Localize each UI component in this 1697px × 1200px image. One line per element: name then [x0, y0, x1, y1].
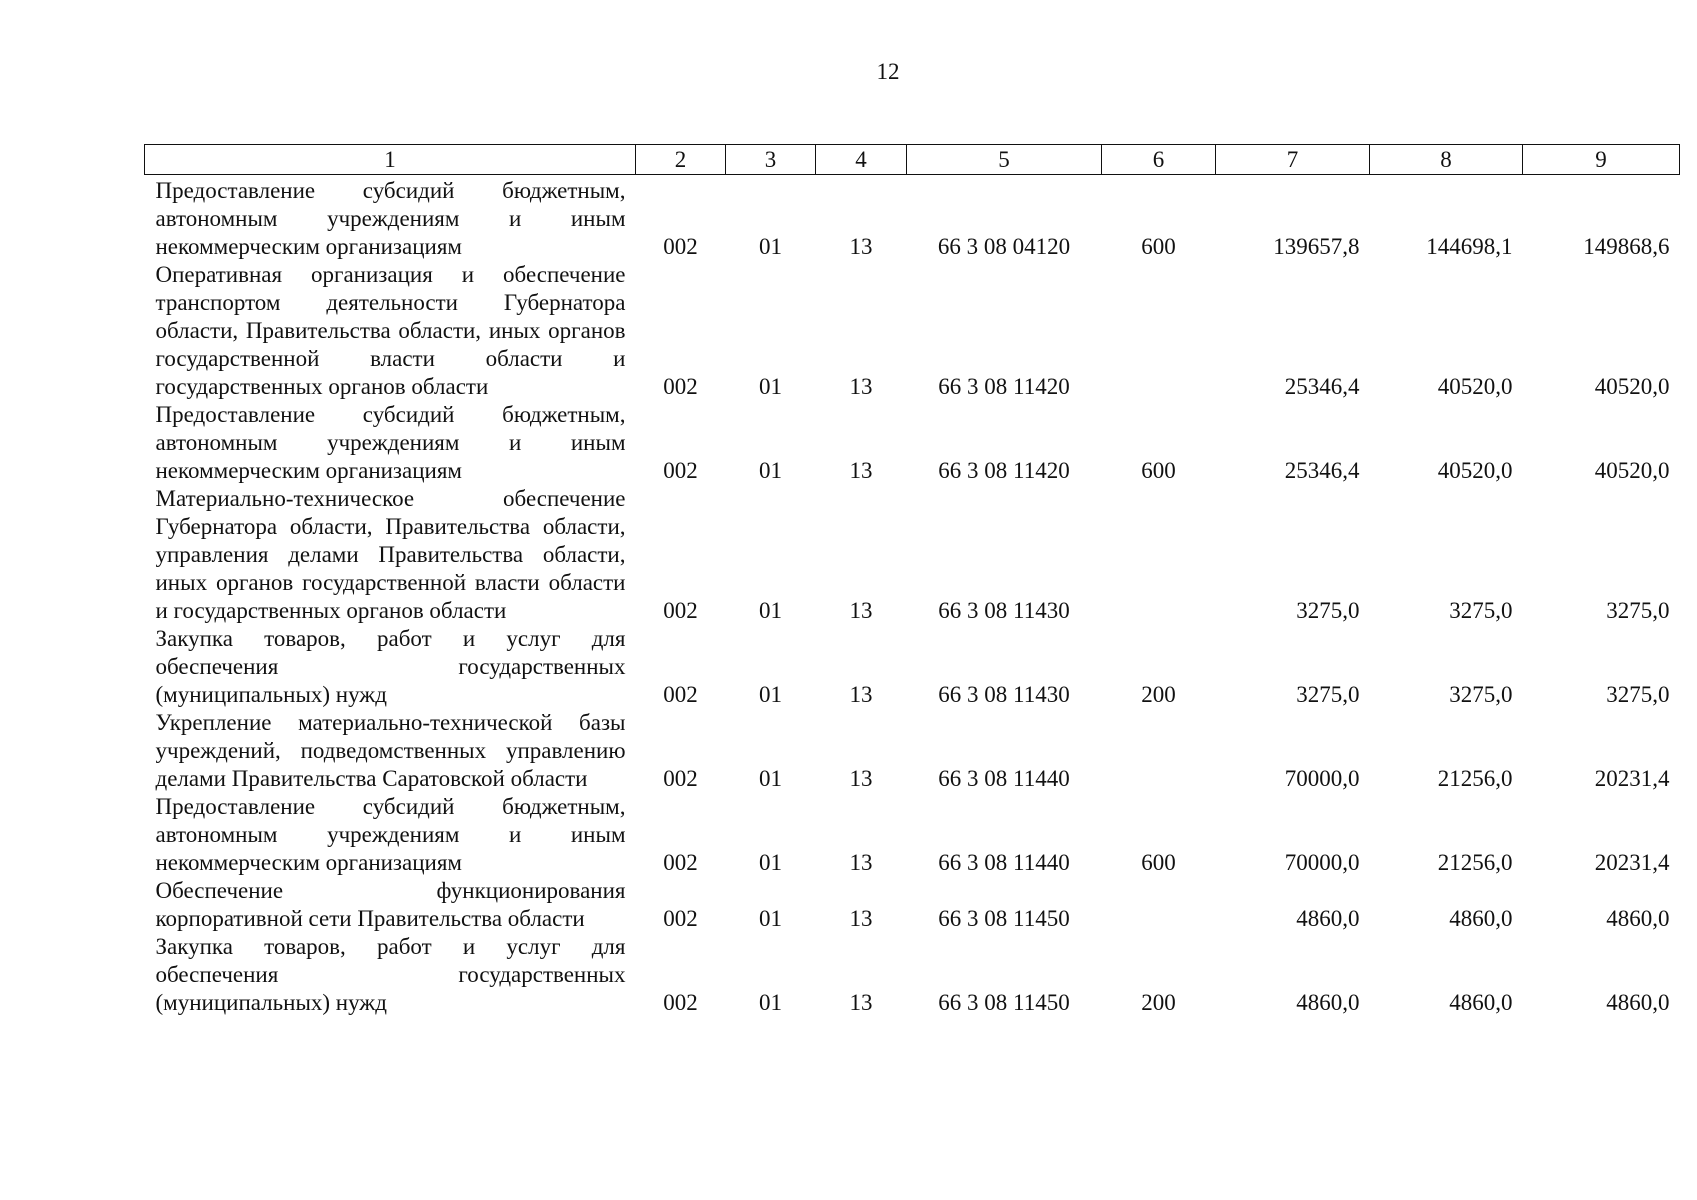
subsection-code: 13	[849, 990, 873, 1015]
column-header: 5	[907, 145, 1102, 175]
target-article-code: 66 3 08 11450	[938, 990, 1070, 1015]
amount-col8: 144698,1	[1426, 234, 1513, 259]
column-header: 7	[1216, 145, 1370, 175]
expense-name: Обеспечение функционирования корпоративной сети Правительства области	[155, 878, 626, 931]
amount-col9: 20231,4	[1594, 766, 1670, 791]
amount-col7: 70000,0	[1284, 766, 1360, 791]
amount-col8: 40520,0	[1437, 374, 1513, 399]
amount-col7: 3275,0	[1296, 598, 1360, 623]
amount-col7: 4860,0	[1296, 906, 1360, 931]
subsection-code: 13	[849, 766, 873, 791]
amount-col9: 40520,0	[1594, 374, 1670, 399]
budget-table	[144, 144, 1680, 1017]
amount-col9: 149868,6	[1583, 234, 1670, 259]
expense-name: Предоставление субсидий бюджетным, автономным учреждениям и иным некоммерческим организациям	[155, 178, 626, 259]
column-header: 2	[636, 145, 726, 175]
expense-name: Предоставление субсидий бюджетным, автономным учреждениям и иным некоммерческим организациям	[155, 794, 626, 875]
table-row	[145, 877, 1680, 933]
amount-col8: 21256,0	[1437, 766, 1513, 791]
amount-col9: 3275,0	[1606, 682, 1670, 707]
target-article-code: 66 3 08 11430	[938, 598, 1070, 623]
section-code: 01	[759, 850, 782, 875]
target-article-code: 66 3 08 11440	[938, 850, 1070, 875]
subsection-code: 13	[849, 234, 873, 259]
section-code: 01	[759, 598, 782, 623]
column-header: 8	[1370, 145, 1523, 175]
amount-col7: 25346,4	[1284, 374, 1360, 399]
target-article-code: 66 3 08 11420	[938, 458, 1070, 483]
amount-col8: 40520,0	[1437, 458, 1513, 483]
table-row	[145, 485, 1680, 625]
table-row	[145, 793, 1680, 877]
table-row	[145, 709, 1680, 793]
page-number: 12	[876, 59, 900, 84]
section-code: 01	[759, 234, 782, 259]
expense-type-code: 200	[1141, 990, 1176, 1015]
amount-col7: 3275,0	[1296, 682, 1360, 707]
subsection-code: 13	[849, 598, 873, 623]
section-code: 01	[759, 682, 782, 707]
ministry-code: 002	[663, 682, 698, 707]
table-row	[145, 933, 1680, 1017]
amount-col8: 3275,0	[1449, 682, 1513, 707]
amount-col7: 25346,4	[1284, 458, 1360, 483]
subsection-code: 13	[849, 850, 873, 875]
subsection-code: 13	[849, 906, 873, 931]
ministry-code: 002	[663, 374, 698, 399]
column-header: 3	[726, 145, 816, 175]
expense-type-code	[1102, 709, 1216, 793]
table-row	[145, 175, 1680, 262]
amount-col8: 4860,0	[1449, 990, 1513, 1015]
expense-type-code	[1102, 877, 1216, 933]
amount-col9: 3275,0	[1606, 598, 1670, 623]
amount-col7: 70000,0	[1284, 850, 1360, 875]
expense-name: Материально-техническое обеспечение Губернатора области, Правительства области, управления делами Правительства области, иных органов государственной власти области и государственных органов области	[155, 486, 626, 623]
column-header: 9	[1523, 145, 1680, 175]
subsection-code: 13	[849, 682, 873, 707]
ministry-code: 002	[663, 766, 698, 791]
ministry-code: 002	[663, 598, 698, 623]
column-header: 4	[816, 145, 907, 175]
expense-type-code: 600	[1141, 850, 1176, 875]
amount-col7: 4860,0	[1296, 990, 1360, 1015]
ministry-code: 002	[663, 990, 698, 1015]
expense-name: Закупка товаров, работ и услуг для обеспечения государственных (муниципальных) нужд	[155, 626, 626, 707]
section-code: 01	[759, 374, 782, 399]
target-article-code: 66 3 08 11430	[938, 682, 1070, 707]
section-code: 01	[759, 766, 782, 791]
table-header-row	[145, 145, 1680, 175]
ministry-code: 002	[663, 850, 698, 875]
amount-col8: 4860,0	[1449, 906, 1513, 931]
ministry-code: 002	[663, 906, 698, 931]
table-row	[145, 625, 1680, 709]
section-code: 01	[759, 906, 782, 931]
table-row	[145, 401, 1680, 485]
target-article-code: 66 3 08 11420	[938, 374, 1070, 399]
amount-col8: 3275,0	[1449, 598, 1513, 623]
expense-type-code	[1102, 261, 1216, 401]
amount-col9: 4860,0	[1606, 906, 1670, 931]
amount-col7: 139657,8	[1273, 234, 1360, 259]
expense-name: Предоставление субсидий бюджетным, автономным учреждениям и иным некоммерческим организациям	[155, 402, 626, 483]
section-code: 01	[759, 990, 782, 1015]
column-header: 1	[145, 145, 636, 175]
column-header: 6	[1102, 145, 1216, 175]
target-article-code: 66 3 08 11440	[938, 766, 1070, 791]
expense-name: Оперативная организация и обеспечение транспортом деятельности Губернатора области, Правительства области, иных органов государственной власти области и государственных органов области	[155, 262, 626, 399]
subsection-code: 13	[849, 458, 873, 483]
amount-col9: 40520,0	[1594, 458, 1670, 483]
expense-type-code	[1102, 485, 1216, 625]
target-article-code: 66 3 08 04120	[937, 234, 1071, 259]
amount-col8: 21256,0	[1437, 850, 1513, 875]
amount-col9: 20231,4	[1594, 850, 1670, 875]
target-article-code: 66 3 08 11450	[938, 906, 1070, 931]
section-code: 01	[759, 458, 782, 483]
ministry-code: 002	[663, 458, 698, 483]
expense-name: Укрепление материально-технической базы учреждений, подведомственных управлению делами Правительства Саратовской области	[155, 710, 626, 791]
expense-name: Закупка товаров, работ и услуг для обеспечения государственных (муниципальных) нужд	[155, 934, 626, 1015]
expense-type-code: 600	[1141, 458, 1176, 483]
expense-type-code: 600	[1141, 234, 1176, 259]
subsection-code: 13	[849, 374, 873, 399]
expense-type-code: 200	[1141, 682, 1176, 707]
ministry-code: 002	[663, 234, 698, 259]
table-row	[145, 261, 1680, 401]
amount-col9: 4860,0	[1606, 990, 1670, 1015]
